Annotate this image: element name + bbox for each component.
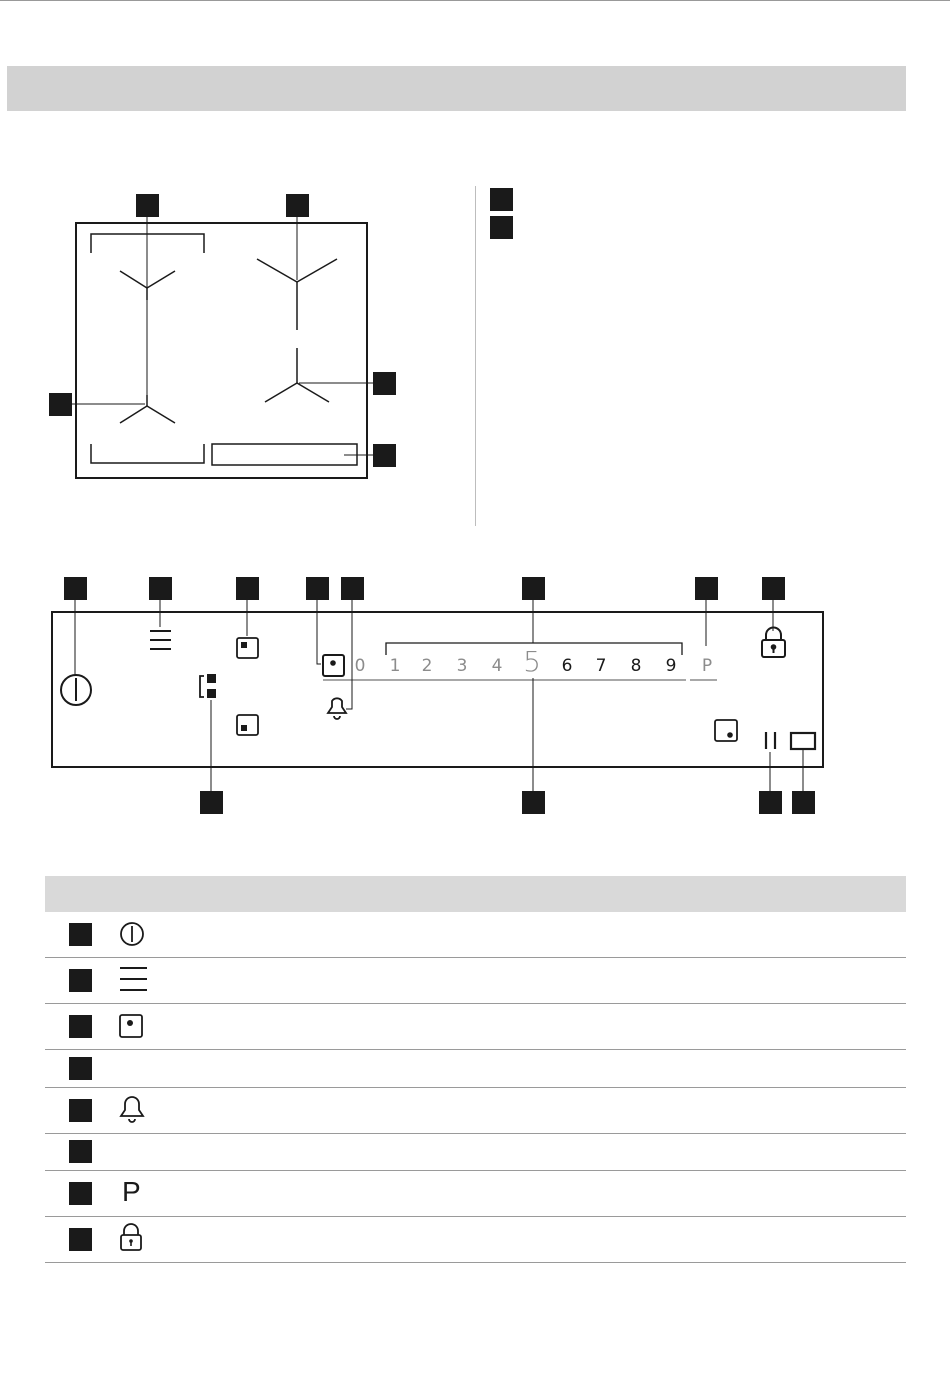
zone-bottom-left-icon xyxy=(237,715,258,735)
callout-marker xyxy=(373,372,396,395)
power-icon xyxy=(117,918,149,950)
table-row xyxy=(45,1134,906,1171)
table-header xyxy=(45,876,906,912)
table-row xyxy=(45,1217,906,1263)
timer-bell-icon xyxy=(119,1094,151,1126)
lock-icon xyxy=(762,628,785,658)
row-marker xyxy=(69,1057,92,1080)
row-marker xyxy=(69,1140,92,1163)
window-icon xyxy=(791,733,815,749)
scale-suffix-p[interactable]: P xyxy=(701,656,713,676)
row-marker xyxy=(69,1015,92,1038)
scale-digit-highlighted[interactable]: 5 xyxy=(523,645,541,678)
control-panel-diagram xyxy=(0,560,950,830)
control-panel-frame xyxy=(52,612,823,767)
callout-marker xyxy=(762,577,785,600)
row-marker xyxy=(69,969,92,992)
bridge-bracket-bottom xyxy=(91,444,204,463)
row-marker xyxy=(69,1182,92,1205)
callout-marker xyxy=(341,577,364,600)
callout-marker xyxy=(695,577,718,600)
callout-marker xyxy=(64,577,87,600)
scale-digit[interactable]: 8 xyxy=(630,656,642,676)
row-marker xyxy=(69,923,92,946)
zone-top-left-icon xyxy=(237,638,258,658)
callout-marker xyxy=(373,444,396,467)
row-marker xyxy=(69,1099,92,1122)
callout-marker xyxy=(759,791,782,814)
table-row xyxy=(45,958,906,1004)
table-row xyxy=(45,912,906,958)
lock-icon xyxy=(120,1225,152,1257)
callout-marker xyxy=(306,577,329,600)
table-row xyxy=(45,1004,906,1050)
zone-select-icon xyxy=(119,1014,151,1046)
zone-marker-bottom-right xyxy=(265,348,329,402)
callout-marker xyxy=(149,577,172,600)
scale-digit[interactable]: 7 xyxy=(595,656,607,676)
callout-marker xyxy=(200,791,223,814)
menu-icon xyxy=(119,964,151,996)
timer-bell-icon xyxy=(328,698,346,719)
callout-marker xyxy=(286,194,309,217)
vertical-divider xyxy=(475,186,476,526)
zone-select-icon xyxy=(323,655,344,676)
legend-marker xyxy=(490,188,513,211)
callout-marker xyxy=(522,791,545,814)
scale-digit[interactable]: 4 xyxy=(491,656,503,676)
pause-icon xyxy=(766,732,775,749)
scale-digit[interactable]: 0 xyxy=(354,656,366,676)
callout-marker xyxy=(136,194,159,217)
table-row xyxy=(45,1171,906,1217)
callout-marker xyxy=(792,791,815,814)
callout-marker xyxy=(49,393,72,416)
scale-digit[interactable]: 2 xyxy=(421,656,433,676)
table-row xyxy=(45,1088,906,1134)
callout-marker xyxy=(236,577,259,600)
cooktop-frame xyxy=(76,223,367,478)
menu-icon xyxy=(150,631,171,649)
scale-digit[interactable]: 6 xyxy=(561,656,573,676)
power-icon xyxy=(61,675,91,705)
bridge-icon xyxy=(200,674,216,698)
leader-lines xyxy=(75,600,803,792)
zone-bottom-right-icon xyxy=(715,720,737,741)
callout-marker xyxy=(522,577,545,600)
table-row xyxy=(45,1050,906,1088)
legend-marker xyxy=(490,216,513,239)
program-p-label: P xyxy=(122,1176,141,1207)
scale-digit[interactable]: 3 xyxy=(456,656,468,676)
control-panel-outline xyxy=(212,444,357,465)
scale-digit[interactable]: 1 xyxy=(389,656,401,676)
row-marker xyxy=(69,1228,92,1251)
scale-digit[interactable]: 9 xyxy=(665,656,677,676)
